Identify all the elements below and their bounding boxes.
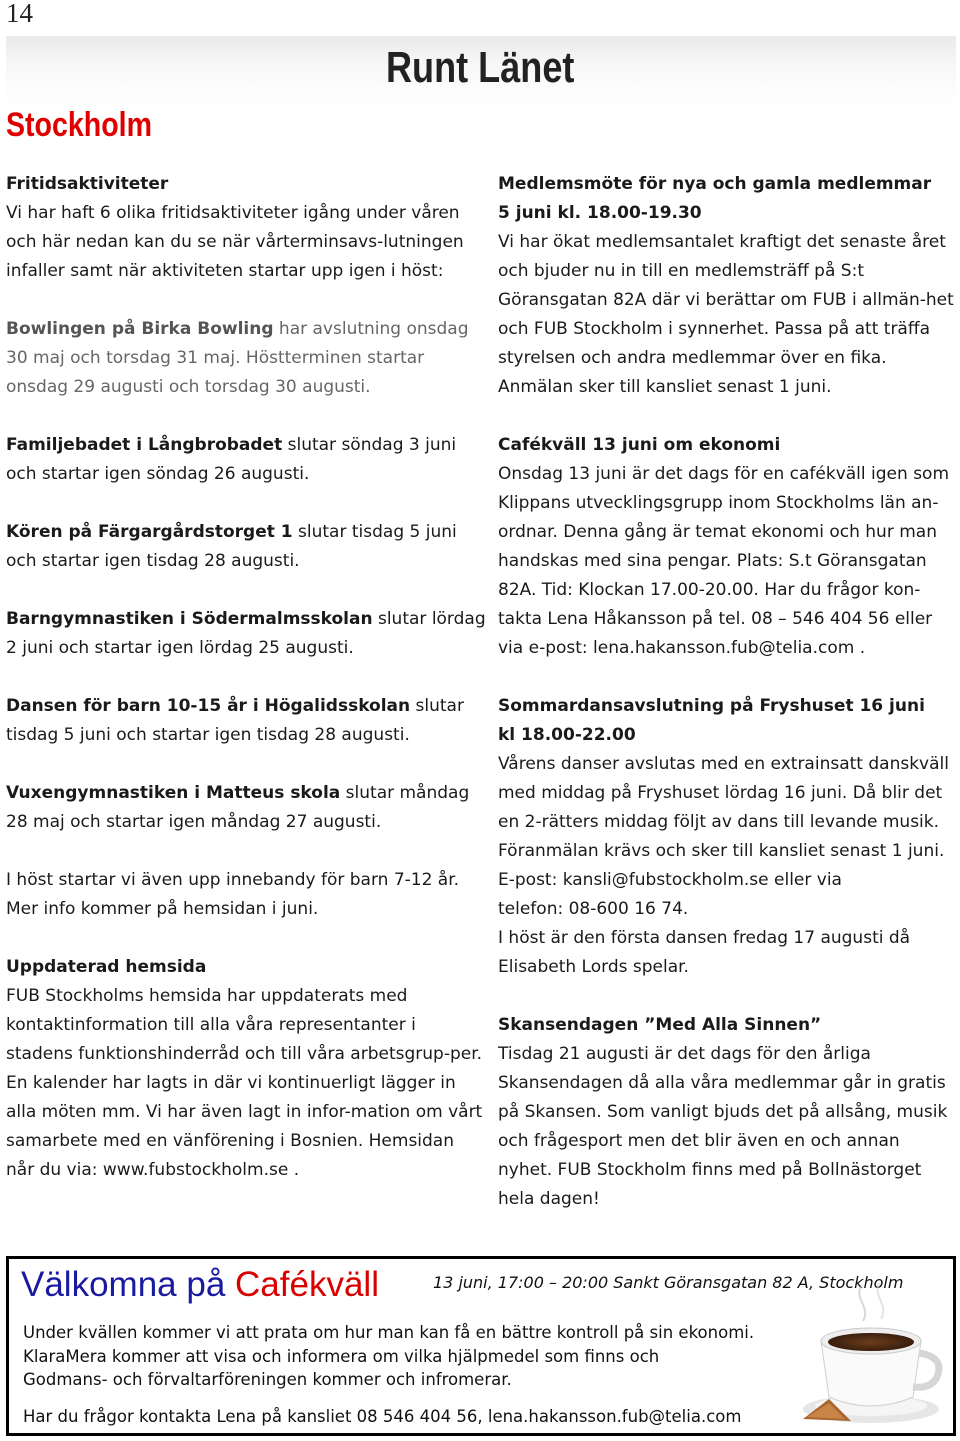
member-meeting-heading: Medlemsmöte för nya och gamla medlemmar (498, 174, 932, 194)
summer-dance (498, 692, 958, 982)
invitation-line-1: Under kvällen kommer vi att prata om hur man kan få en bättre kontroll på sin ekonomi. (23, 1323, 755, 1342)
adult-gym-name: Vuxengymnastiken i Matteus skola (6, 783, 341, 803)
summer-dance-phone: telefon: 08-600 16 74. (498, 899, 689, 919)
summer-dance-heading: Sommardansavslutning på Fryshuset 16 juni (498, 696, 925, 716)
activities-intro-text: Vi har haft 6 olika fritidsaktiviteter igång under våren och här nedan kan du se när vårterminsavs-lutningen infaller samt när aktiviteten startar upp igen i höst: (6, 203, 464, 281)
page-number: 14 (6, 0, 33, 28)
welcome-part2: Cafékväll (235, 1265, 379, 1304)
section-title: Stockholm (6, 106, 153, 144)
banner-title: Runt Länet (386, 43, 575, 92)
kids-dance-name: Dansen för barn 10-15 år i Högalidsskolan (6, 696, 411, 716)
website-paragraph (6, 953, 486, 1185)
bowling-paragraph (6, 315, 486, 402)
cafe-evening-text: Onsdag 13 juni är det dags för en cafékväll igen som Klippans utvecklingsgrupp inom Stockholms län an-ordnar. Denna gång är temat ekonomi och hur man handskas med sina pengar. Plats: S.t Göransgatan 82A. Tid: Klockan 17.00-20.00. Har du frågor kon-takta Lena Håkansson på tel. 08 – 546 404 56 eller via e-post: lena.hakansson.fub@telia.com . (498, 464, 950, 658)
kids-dance-paragraph (6, 692, 486, 750)
skansen-heading: Skansendagen ”Med Alla Sinnen” (498, 1015, 822, 1035)
cafe-invitation-box (6, 1256, 956, 1436)
right-column (498, 170, 958, 1243)
choir-name: Kören på Färgargårdstorget 1 (6, 522, 293, 542)
adult-gym-paragraph (6, 779, 486, 837)
summer-dance-autumn: I höst är den första dansen fredag 17 augusti då Elisabeth Lords spelar. (498, 928, 911, 977)
summer-dance-text: Vårens danser avslutas med en extrainsatt danskväll med middag på Fryshuset lördag 16 juni. Då blir det en 2-rätters middag följt av dans till levande musik. Föranmälan krävs och sker till kansliet senast 1 juni. (498, 754, 949, 861)
invitation-subtitle: 13 juni, 17:00 – 20:00 Sankt Göransgatan 82 A, Stockholm (433, 1273, 904, 1292)
choir-text: slutar tisdag 5 juni och startar igen tisdag 28 augusti. (6, 522, 457, 571)
activities-intro (6, 170, 486, 286)
summer-dance-email: E-post: kansli@fubstockholm.se eller via (498, 870, 842, 890)
floorball-paragraph: I höst startar vi även upp innebandy för barn 7-12 år. Mer info kommer på hemsidan i juni. (6, 870, 460, 919)
invitation-text (23, 1321, 823, 1428)
skansen-text: Tisdag 21 augusti är det dags för den årliga Skansendagen då alla våra medlemmar går in gratis på Skansen. Som vanligt bjuds det på allsång, musik och frågesport men det blir även en och annan nyhet. FUB Stockholm finns med på Bollnästorget hela dagen! (498, 1044, 948, 1209)
bowling-name: Bowlingen på Birka Bowling (6, 319, 274, 339)
bath-text: slutar söndag 3 juni och startar igen söndag 26 augusti. (6, 435, 457, 484)
left-column (6, 170, 486, 1214)
member-meeting (498, 170, 958, 402)
member-meeting-time: 5 juni kl. 18.00-19.30 (498, 203, 702, 223)
invitation-line-4: Har du frågor kontakta Lena på kansliet 08 546 404 56, lena.hakansson.fub@telia.com (23, 1406, 742, 1426)
website-heading: Uppdaterad hemsida (6, 957, 207, 977)
cafe-evening (498, 431, 958, 663)
activities-heading: Fritidsaktiviteter (6, 174, 169, 194)
welcome-heading (21, 1265, 379, 1305)
cafe-evening-heading: Cafékväll 13 juni om ekonomi (498, 435, 781, 455)
kids-dance-text: slutar tisdag 5 juni och startar igen tisdag 28 augusti. (6, 696, 464, 745)
invitation-line-2: KlaraMera kommer att visa och informera om vilka hjälpmedel som finns och (23, 1346, 660, 1366)
kids-gym-name: Barngymnastiken i Södermalmsskolan (6, 609, 373, 629)
choir-paragraph (6, 518, 486, 576)
coffee-cup-icon (799, 1279, 949, 1429)
kids-gym-paragraph (6, 605, 486, 663)
summer-dance-time: kl 18.00-22.00 (498, 725, 636, 745)
website-text: FUB Stockholms hemsida har uppdaterats med kontaktinformation till alla våra representanter i stadens funktionshinderråd och till våra arbetsgrup-per. En kalender har lagts in där vi kontinuerligt lägger in alla möten mm. Vi har även lagt in infor-mation om vårt samarbete med en vänförening i Bosnien. Hemsidan når du via: www.fubstockholm.se . (6, 986, 483, 1180)
adult-gym-text: slutar måndag 28 maj och startar igen måndag 27 augusti. (6, 783, 470, 832)
member-meeting-text: Vi har ökat medlemsantalet kraftigt det senaste året och bjuder nu in till en medlemsträff på S:t Göransgatan 82A där vi berättar om FUB i allmän-het och FUB Stockholm i synnerhet. Passa på att träffa styrelsen och andra medlemmar över en fika. Anmälan sker till kansliet senast 1 juni. (498, 232, 954, 397)
welcome-part1: Välkomna på (21, 1265, 236, 1304)
skansen-day (498, 1011, 958, 1214)
invitation-line-3: Godmans- och förvaltarföreningen kommer och infromerar. (23, 1370, 512, 1389)
bath-paragraph (6, 431, 486, 489)
bowling-text: har avslutning onsdag 30 maj och torsdag 31 maj. Höstterminen startar onsdag 29 augusti och torsdag 30 augusti. (6, 319, 469, 397)
bath-name: Familjebadet i Långbrobadet (6, 435, 283, 455)
kids-gym-text: slutar lördag 2 juni och startar igen lördag 25 augusti. (6, 609, 486, 658)
